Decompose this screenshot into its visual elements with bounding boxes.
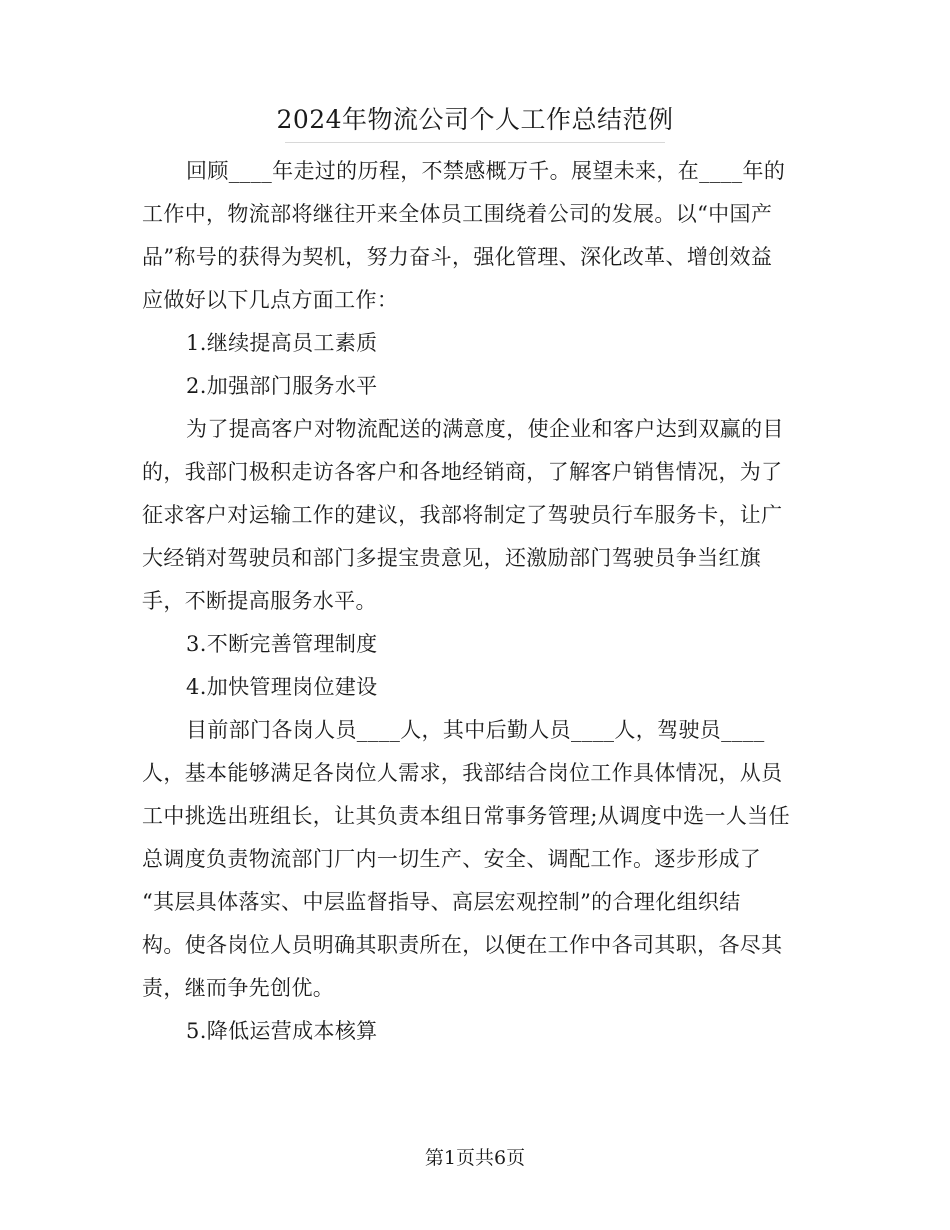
text-line: 责，继而争先创优。 (142, 976, 335, 1000)
text-line: 5.降低运营成本核算 (186, 1019, 378, 1043)
text-line: 3.不断完善管理制度 (186, 632, 378, 656)
text-line: 应做好以下几点方面工作： (142, 288, 399, 312)
text-line: 目前部门各岗人员____人，其中后勤人员____人，驾驶员____ (186, 718, 765, 742)
text-line: 人，基本能够满足各岗位人需求，我部结合岗位工作具体情况，从员 (142, 761, 783, 785)
text-line: 手，不断提高服务水平。 (142, 589, 377, 613)
text-line: 征求客户对运输工作的建议，我部将制定了驾驶员行车服务卡，让广 (142, 503, 783, 527)
text-line: 工作中，物流部将继往开来全体员工围绕着公司的发展。以“中国产 (142, 202, 773, 226)
text-line: 回顾____年走过的历程，不禁感概万千。展望未来，在____年的 (186, 159, 786, 183)
text-line: 2.加强部门服务水平 (186, 374, 378, 398)
text-line: 4.加快管理岗位建设 (186, 675, 378, 699)
text-line: 大经销对驾驶员和部门多提宝贵意见，还激励部门驾驶员争当红旗 (142, 546, 762, 570)
text-line: 构。使各岗位人员明确其职责所在，以便在工作中各司其职，各尽其 (142, 933, 783, 957)
text-line: 1.继续提高员工素质 (186, 331, 378, 355)
title-underline (285, 142, 665, 143)
text-line: 品”称号的获得为契机，努力奋斗，强化管理、深化改革、增创效益 (142, 245, 773, 269)
text-line: 工中挑选出班组长，让其负责本组日常事务管理;从调度中选一人当任 (142, 804, 790, 828)
document-body (142, 150, 807, 1053)
page-number: 第1页共6页 (424, 1147, 526, 1169)
text-line: 的，我部门极积走访各客户和各地经销商，了解客户销售情况，为了 (142, 460, 783, 484)
text-line: “其层具体落实、中层监督指导、高层宏观控制”的合理化组织结 (142, 890, 741, 914)
text-line: 为了提高客户对物流配送的满意度，使企业和客户达到双赢的目 (186, 417, 784, 441)
document-title: 2024年物流公司个人工作总结范例 (276, 105, 674, 134)
text-line: 总调度负责物流部门厂内一切生产、安全、调配工作。逐步形成了 (142, 847, 762, 871)
